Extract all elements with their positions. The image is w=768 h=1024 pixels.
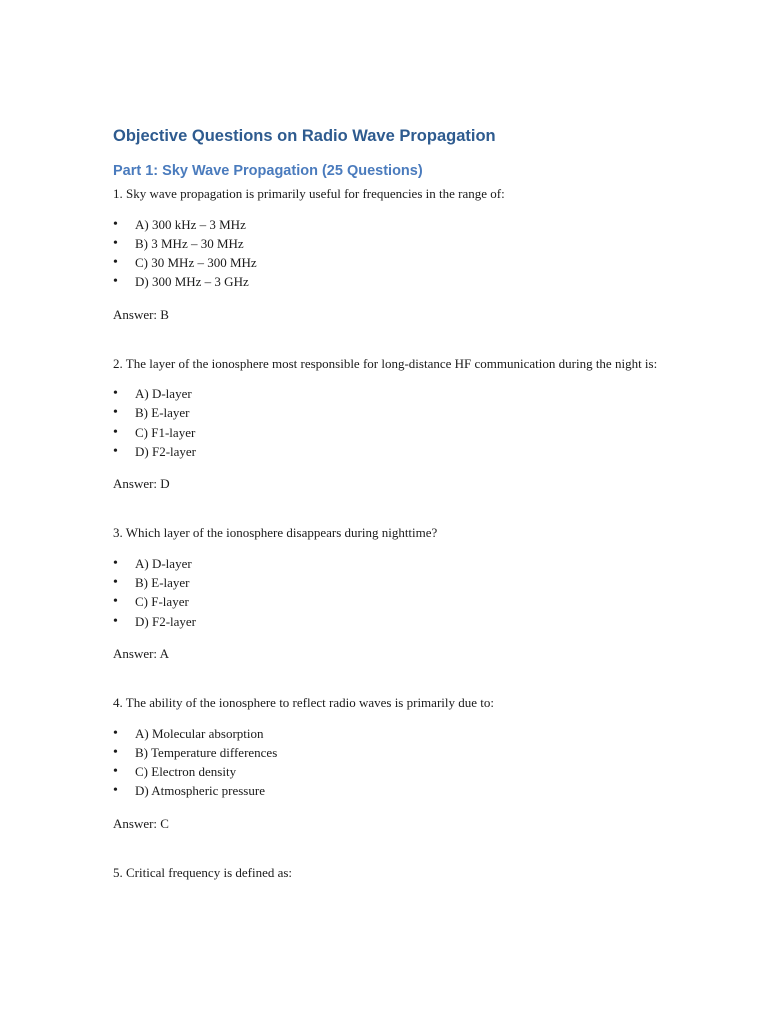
question-text: 3. Which layer of the ionosphere disappears during nighttime?	[113, 525, 438, 541]
option-label: A) D-layer	[135, 555, 192, 571]
bullet-icon: •	[113, 594, 118, 610]
document-title: Objective Questions on Radio Wave Propagation	[113, 127, 496, 145]
option-label: B) E-layer	[135, 405, 190, 421]
bullet-icon: •	[113, 764, 118, 780]
question-text: 4. The ability of the ionosphere to reflect radio waves is primarily due to:	[113, 695, 494, 711]
question-text: 2. The layer of the ionosphere most responsible for long-distance HF communication during the night is:	[113, 355, 658, 371]
option-label: D) F2-layer	[135, 444, 197, 460]
option-item	[113, 234, 673, 253]
options-list	[113, 554, 673, 631]
option-item	[113, 384, 673, 403]
option-label: C) F1-layer	[135, 424, 196, 440]
option-label: C) 30 MHz – 300 MHz	[135, 255, 257, 271]
option-item	[113, 403, 673, 422]
bullet-icon: •	[113, 783, 118, 799]
option-label: C) F-layer	[135, 594, 189, 610]
option-label: D) Atmospheric pressure	[135, 783, 265, 799]
question-block-3	[113, 523, 673, 663]
question-block-1	[113, 184, 673, 324]
bullet-icon: •	[113, 235, 118, 251]
option-item	[113, 442, 673, 461]
option-item	[113, 253, 673, 272]
option-item	[113, 272, 673, 291]
option-item	[113, 724, 673, 743]
bullet-icon: •	[113, 424, 118, 440]
option-item	[113, 592, 673, 611]
bullet-icon: •	[113, 744, 118, 760]
options-list	[113, 215, 673, 292]
answer-text: Answer: D	[113, 476, 170, 492]
bullet-icon: •	[113, 255, 118, 271]
option-label: B) E-layer	[135, 575, 190, 591]
option-label: A) 300 kHz – 3 MHz	[135, 216, 246, 232]
question-block-4	[113, 693, 673, 833]
question-text: 5. Critical frequency is defined as:	[113, 864, 293, 880]
question-block-5	[113, 863, 673, 883]
bullet-icon: •	[113, 386, 118, 402]
bullet-icon: •	[113, 274, 118, 290]
answer-text: Answer: B	[113, 306, 169, 322]
options-list	[113, 724, 673, 801]
option-item	[113, 573, 673, 592]
options-list	[113, 384, 673, 461]
bullet-icon: •	[113, 444, 118, 460]
question-block-2	[113, 354, 673, 494]
option-label: C) Electron density	[135, 764, 237, 780]
option-item	[113, 554, 673, 573]
document-page	[113, 124, 673, 882]
bullet-icon: •	[113, 575, 118, 591]
bullet-icon: •	[113, 555, 118, 571]
option-label: B) Temperature differences	[135, 744, 278, 760]
option-label: D) 300 MHz – 3 GHz	[135, 274, 249, 290]
bullet-icon: •	[113, 216, 118, 232]
question-text: 1. Sky wave propagation is primarily useful for frequencies in the range of:	[113, 186, 505, 201]
option-item	[113, 762, 673, 781]
option-label: A) Molecular absorption	[135, 725, 264, 741]
option-item	[113, 215, 673, 234]
bullet-icon: •	[113, 725, 118, 741]
option-item	[113, 743, 673, 762]
option-label: A) D-layer	[135, 386, 192, 402]
answer-text: Answer: C	[113, 815, 169, 831]
option-item	[113, 423, 673, 442]
option-label: B) 3 MHz – 30 MHz	[135, 235, 244, 251]
option-label: D) F2-layer	[135, 613, 197, 629]
option-item	[113, 781, 673, 800]
bullet-icon: •	[113, 613, 118, 629]
answer-text: Answer: A	[113, 646, 169, 662]
bullet-icon: •	[113, 405, 118, 421]
section-title: Part 1: Sky Wave Propagation (25 Questions)	[113, 163, 423, 179]
option-item	[113, 612, 673, 631]
